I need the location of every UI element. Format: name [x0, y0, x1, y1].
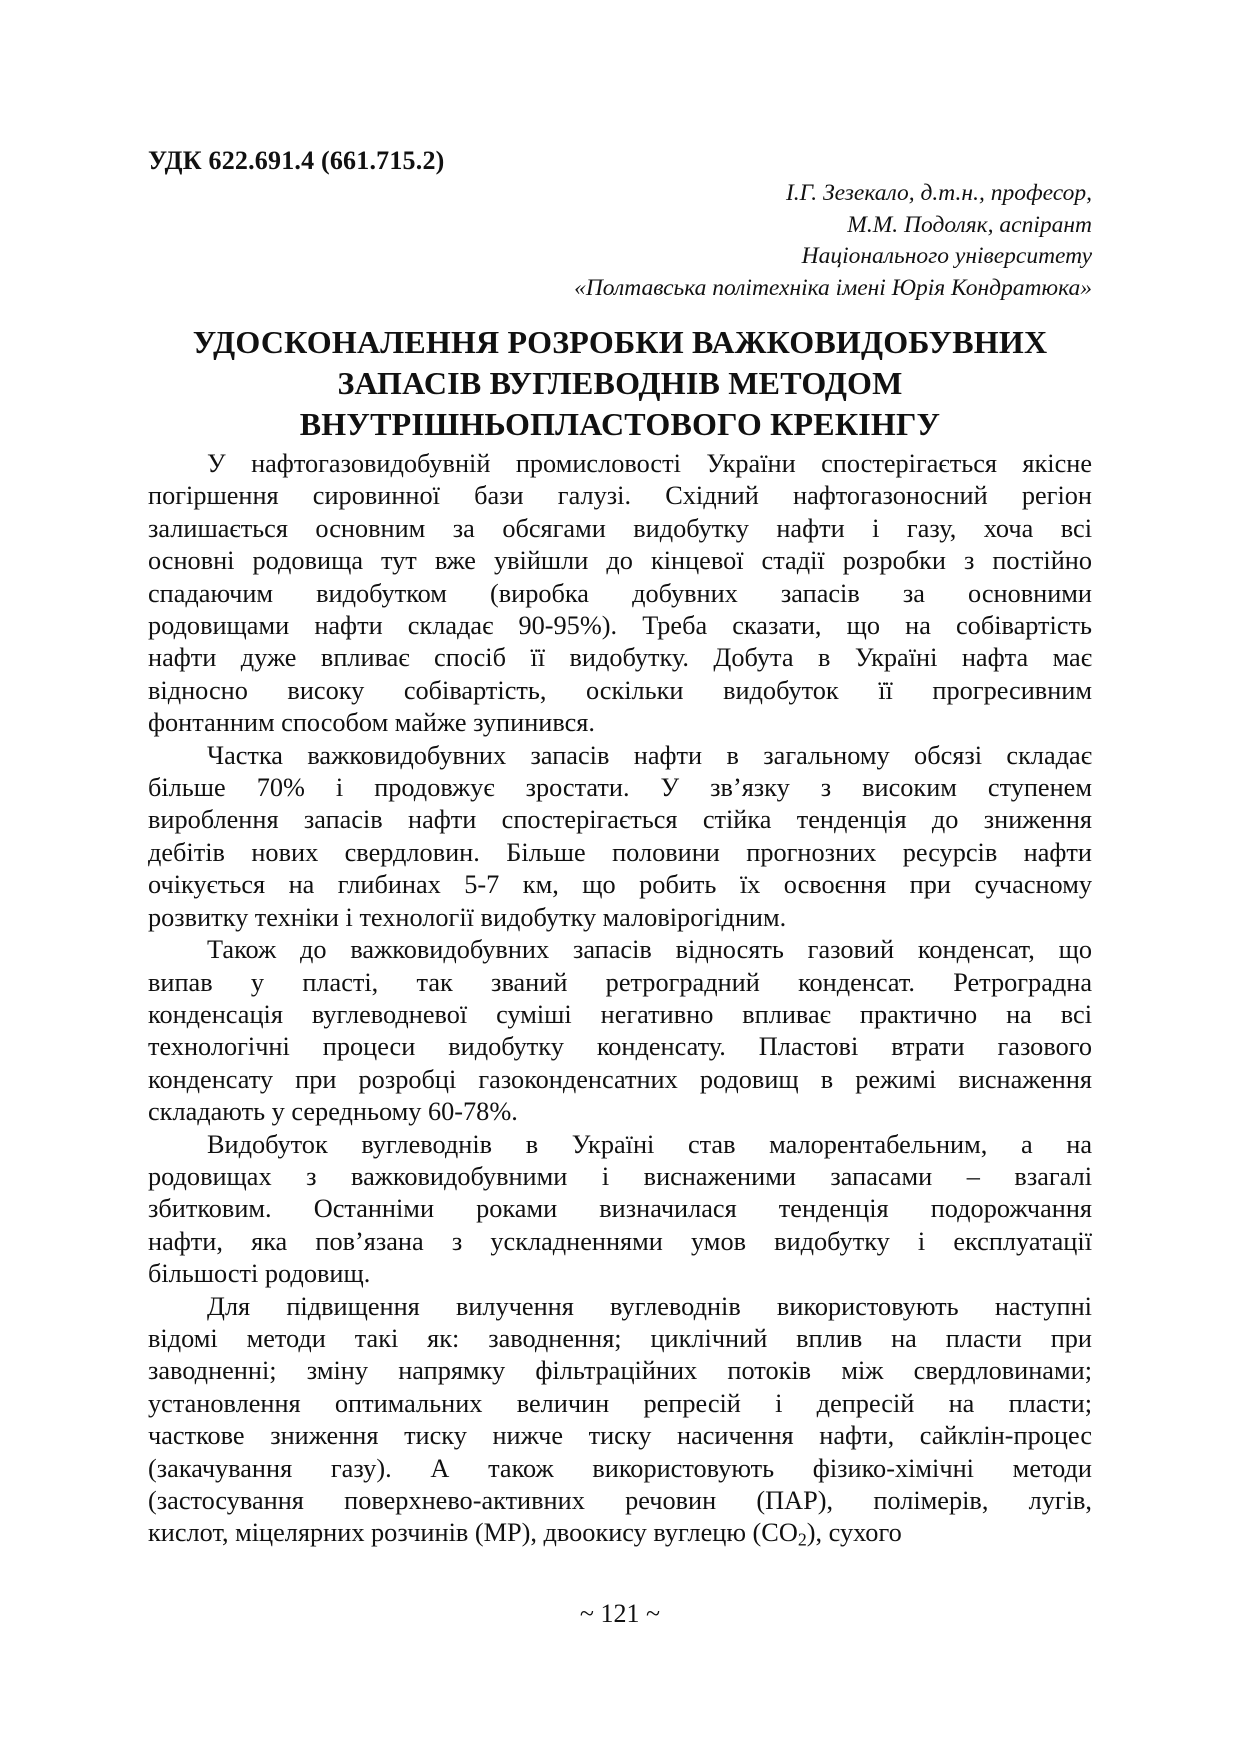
paragraph-line: технологічні процеси видобутку конденсату. Пластові втрати газового: [148, 1032, 1092, 1062]
paragraph-line: конденсату при розробці газоконденсатних родовищ в режимі виснаження: [148, 1064, 1092, 1094]
paragraph-line: кислот, міцелярних розчинів (МР), двоокису вуглецю $(CO_2)$, сухого: [148, 1518, 902, 1550]
paragraph-line: залишається основним за обсягами видобутку нафти і газу, хоча всі: [148, 513, 1092, 543]
paragraph-line: заводненні; зміну напрямку фільтраційних потоків між свердловинами;: [148, 1356, 1092, 1386]
author-line: М.М. Подоляк, аспірант: [847, 211, 1092, 238]
paragraph-line: Для підвищення вилучення вуглеводнів використовують наступні: [207, 1291, 1092, 1321]
paragraph-line: погіршення сировинної бази галузі. Східний нафтогазоносний регіон: [148, 481, 1092, 511]
paragraph-line: часткове зниження тиску нижче тиску насичення нафти, сайклін-процес: [148, 1421, 1092, 1451]
affiliation-line: «Полтавська політехніка імені Юрія Кондратюка»: [574, 274, 1092, 301]
paragraph-line: Також до важковидобувних запасів відносять газовий конденсат, що: [207, 935, 1092, 965]
paragraph-line: дебітів нових свердловин. Більше половини прогнозних ресурсів нафти: [148, 837, 1092, 867]
affiliation-line: Національного університету: [801, 243, 1092, 269]
article-body: [148, 448, 1092, 1550]
author-block: [574, 178, 1092, 304]
body-paragraph: [148, 448, 1092, 740]
title-line: УДОСКОНАЛЕННЯ РОЗРОБКИ ВАЖКОВИДОБУВНИХ: [192, 324, 1048, 360]
body-paragraph: [148, 1291, 1092, 1550]
title-line: ВНУТРІШНЬОПЛАСТОВОГО КРЕКІНГУ: [299, 406, 941, 442]
title-line: ЗАПАСІВ ВУГЛЕВОДНІВ МЕТОДОМ: [337, 365, 903, 401]
udk-code: УДК 622.691.4 (661.715.2): [148, 146, 445, 175]
body-paragraph: [148, 1129, 1092, 1291]
paragraph-line: випав у пласті, так званий ретроградний конденсат. Ретроградна: [148, 967, 1092, 997]
paragraph-line: більше 70% і продовжує зростати. У зв’язку з високим ступенем: [148, 773, 1092, 803]
paragraph-line: родовищами нафти складає 90-95%). Треба сказати, що на собівартість: [148, 611, 1092, 641]
paragraph-line: відносно високу собівартість, оскільки видобуток її прогресивним: [148, 675, 1092, 705]
paragraph-line: фонтанним способом майже зупинився.: [148, 708, 595, 738]
paragraph-line: збитковим. Останніми роками визначилася тенденція подорожчання: [148, 1194, 1092, 1224]
paragraph-line: (закачування газу). А також використовують фізико-хімічні методи: [148, 1453, 1092, 1483]
paragraph-line: спадаючим видобутком (виробка добувних запасів за основними: [148, 578, 1092, 608]
author-line: І.Г. Зезекало, д.т.н., професор,: [785, 180, 1092, 206]
paragraph-line: розвитку техніки і технології видобутку маловірогідним.: [148, 902, 787, 932]
paragraph-line: вироблення запасів нафти спостерігається стійка тенденція до зниження: [148, 805, 1092, 835]
paragraph-line: Видобуток вуглеводнів в Україні став малорентабельним, а на: [207, 1129, 1092, 1159]
paragraph-line: родовищах з важковидобувними і виснаженими запасами – взагалі: [148, 1161, 1092, 1191]
article-title: [148, 322, 1092, 445]
paragraph-line: більшості родовищ.: [148, 1259, 371, 1289]
paragraph-line: установлення оптимальних величин репресій і депресій на пласти;: [148, 1388, 1092, 1418]
page-number: ~ 121 ~: [579, 1599, 661, 1628]
paragraph-line: (застосування поверхнево-активних речовин (ПАР), полімерів, лугів,: [148, 1486, 1092, 1515]
paragraph-line: нафти, яка пов’язана з ускладненнями умов видобутку і експлуатації: [148, 1226, 1092, 1256]
paragraph-line: конденсація вуглеводневої суміші негативно впливає практично на всі: [148, 999, 1092, 1029]
paragraph-line: У нафтогазовидобувній промисловості України спостерігається якісне: [207, 449, 1092, 478]
body-paragraph: [148, 740, 1092, 934]
paragraph-line: складають у середньому 60-78%.: [148, 1097, 518, 1127]
paragraph-line: нафти дуже впливає спосіб її видобутку. Добута в Україні нафта має: [148, 643, 1092, 673]
paragraph-line: Частка важковидобувних запасів нафти в загальному обсязі складає: [207, 740, 1092, 770]
paragraph-line: відомі методи такі як: заводнення; циклічний вплив на пласти при: [148, 1323, 1092, 1353]
paragraph-line: основні родовища тут вже увійшли до кінцевої стадії розробки з постійно: [148, 546, 1092, 576]
paragraph-line: очікується на глибинах 5-7 км, що робить їх освоєння при сучасному: [148, 870, 1092, 900]
body-paragraph: [148, 934, 1092, 1128]
